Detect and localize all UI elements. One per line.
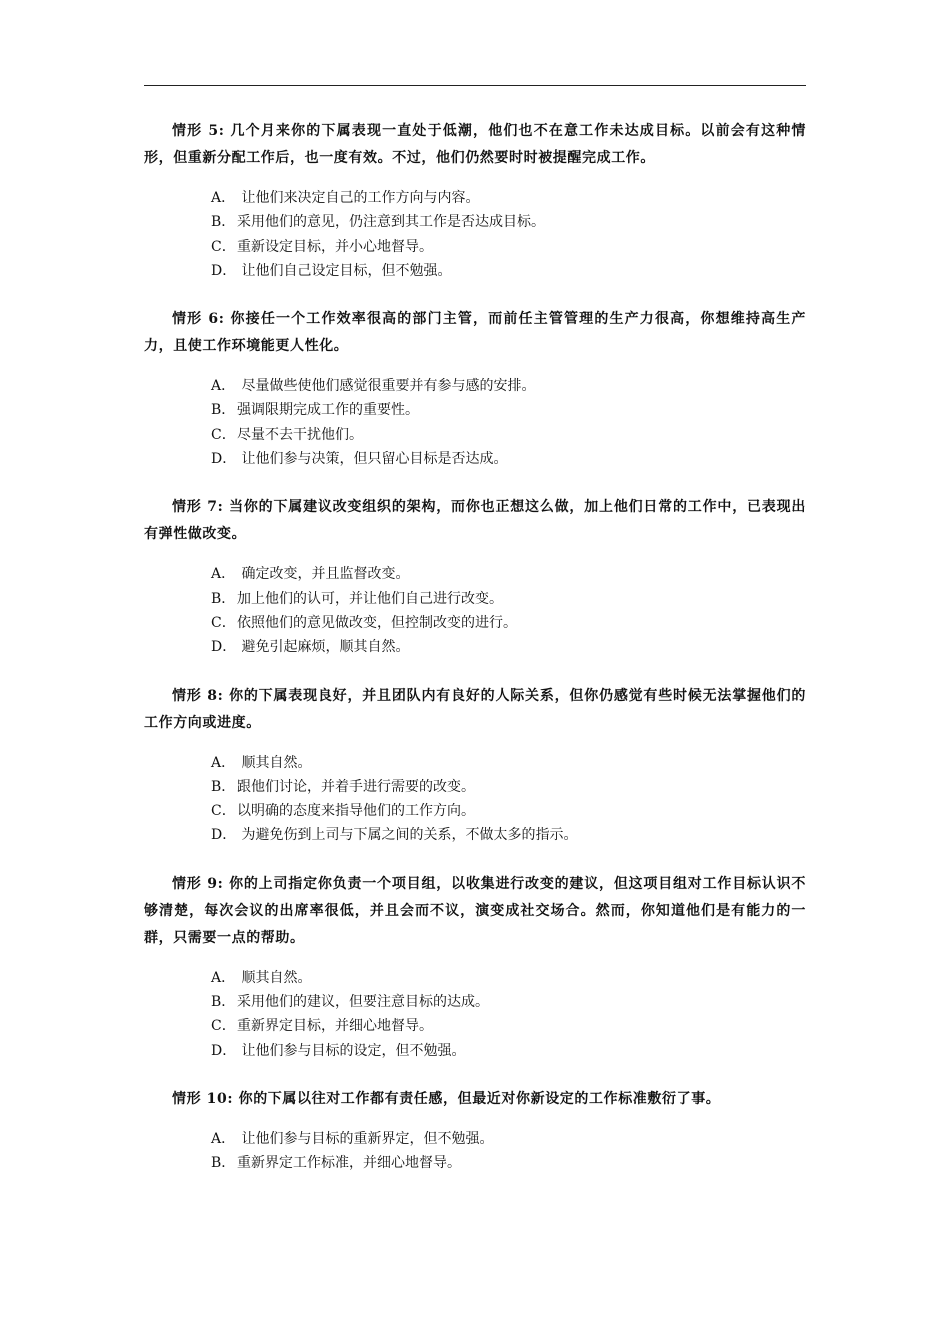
situation-title: 情形 5: — [172, 123, 225, 139]
option-b — [211, 775, 806, 799]
situation-question — [144, 118, 806, 172]
option-a — [211, 1127, 806, 1151]
option-d — [211, 259, 806, 283]
option-key: A． — [211, 566, 236, 583]
option-key: D． — [211, 1042, 237, 1059]
option-c — [211, 611, 806, 635]
option-a — [211, 751, 806, 775]
situation-7 — [144, 494, 806, 659]
situation-question — [144, 494, 806, 548]
option-key: A． — [211, 1130, 236, 1147]
option-text: 加上他们的认可，并让他们自己进行改变。 — [237, 590, 503, 607]
option-text: 顺其自然。 — [237, 754, 312, 771]
option-d — [211, 823, 806, 847]
document-body — [144, 118, 806, 1199]
option-text: 依照他们的意见做改变，但控制改变的进行。 — [237, 614, 517, 631]
option-text: 让他们参与目标的重新界定，但不勉强。 — [237, 1130, 494, 1147]
option-text: 确定改变，并且监督改变。 — [237, 566, 410, 583]
option-list — [144, 186, 806, 283]
option-text: 重新界定目标，并细心地督导。 — [237, 1018, 433, 1035]
situation-title: 情形 7: — [172, 499, 224, 516]
option-list — [144, 562, 806, 659]
option-key: C． — [211, 426, 236, 443]
option-d — [211, 447, 806, 471]
option-key: A． — [211, 969, 236, 986]
option-text: 采用他们的意见，仍注意到其工作是否达成目标。 — [237, 214, 545, 231]
option-c — [211, 1014, 806, 1038]
situation-question — [144, 683, 806, 737]
option-text: 尽量做些使他们感觉很重要并有参与感的安排。 — [237, 378, 536, 395]
situation-text: 你的下属表现良好，并且团队内有良好的人际关系，但你仍感觉有些时候无法掌握他们的工作方向或进度。 — [144, 687, 806, 731]
option-b — [211, 990, 806, 1014]
situation-5 — [144, 118, 806, 283]
option-a — [211, 562, 806, 586]
option-key: D． — [211, 827, 237, 844]
situation-text: 几个月来你的下属表现一直处于低潮，他们也不在意工作未达成目标。以前会有这种情形，但重新分配工作后，也一度有效。不过，他们仍然要时时被提醒完成工作。 — [144, 123, 806, 166]
option-key: B． — [211, 778, 236, 795]
option-text: 让他们参与目标的设定，但不勉强。 — [237, 1042, 466, 1059]
option-text: 强调限期完成工作的重要性。 — [237, 402, 419, 419]
option-key: B． — [211, 994, 236, 1011]
option-d — [211, 1039, 806, 1063]
situation-title: 情形 6: — [172, 311, 225, 328]
option-text: 让他们参与决策，但只留心目标是否达成。 — [237, 451, 508, 468]
option-list — [144, 751, 806, 848]
situation-title: 情形 9: — [172, 875, 224, 892]
option-text: 采用他们的建议，但要注意目标的达成。 — [237, 994, 489, 1011]
option-key: B． — [211, 402, 236, 419]
option-list — [144, 374, 806, 471]
situation-10 — [144, 1086, 806, 1176]
option-list — [144, 1127, 806, 1176]
option-key: D． — [211, 451, 237, 468]
situation-text: 你的上司指定你负责一个项目组，以收集进行改变的建议，但这项目组对工作目标认识不够清楚，每次会议的出席率很低，并且会而不议，演变成社交场合。然而，你知道他们是有能力的一群，只需要一点的帮助。 — [144, 875, 806, 946]
situation-question — [144, 871, 806, 952]
option-text: 以明确的态度来指导他们的工作方向。 — [237, 803, 475, 820]
option-text: 顺其自然。 — [237, 969, 312, 986]
situation-text: 你接任一个工作效率很高的部门主管，而前任主管管理的生产力很高，你想维持高生产力，且使工作环境能更人性化。 — [144, 311, 806, 355]
option-d — [211, 635, 806, 659]
option-b — [211, 398, 806, 422]
header-rule — [144, 85, 806, 86]
option-key: A． — [211, 754, 236, 771]
situation-question — [144, 306, 806, 360]
situation-text: 你的下属以往对工作都有责任感，但最近对你新设定的工作标准敷衍了事。 — [238, 1090, 721, 1107]
option-text: 为避免伤到上司与下属之间的关系，不做太多的指示。 — [237, 827, 578, 844]
situation-9 — [144, 871, 806, 1063]
option-list — [144, 966, 806, 1063]
option-c — [211, 235, 806, 259]
option-text: 重新设定目标，并小心地督导。 — [237, 238, 433, 255]
option-key: A． — [211, 378, 236, 395]
option-key: B． — [211, 214, 236, 231]
situation-8 — [144, 683, 806, 848]
option-c — [211, 423, 806, 447]
option-text: 尽量不去干扰他们。 — [237, 426, 363, 443]
option-key: C． — [211, 614, 236, 631]
option-text: 让他们来决定自己的工作方向与内容。 — [237, 190, 480, 206]
option-b — [211, 587, 806, 611]
option-key: C． — [211, 1018, 236, 1035]
option-a — [211, 374, 806, 398]
situation-title: 情形 8: — [172, 687, 224, 704]
option-a — [211, 966, 806, 990]
option-key: A． — [211, 190, 236, 206]
option-key: B． — [211, 1155, 236, 1172]
situation-6 — [144, 306, 806, 471]
option-b — [211, 1151, 806, 1175]
option-key: C． — [211, 803, 236, 820]
option-key: D． — [211, 262, 237, 279]
option-a — [211, 186, 806, 210]
option-b — [211, 210, 806, 234]
situation-question — [144, 1086, 806, 1113]
situation-text: 当你的下属建议改变组织的架构，而你也正想这么做，加上他们日常的工作中，已表现出有弹性做改变。 — [144, 499, 806, 543]
option-key: C． — [211, 238, 236, 255]
option-text: 让他们自己设定目标，但不勉强。 — [237, 262, 452, 279]
option-text: 跟他们讨论，并着手进行需要的改变。 — [237, 778, 475, 795]
option-key: B． — [211, 590, 236, 607]
option-c — [211, 799, 806, 823]
option-text: 重新界定工作标准，并细心地督导。 — [237, 1155, 461, 1172]
option-key: D． — [211, 639, 237, 656]
option-text: 避免引起麻烦，顺其自然。 — [237, 639, 410, 656]
situation-title: 情形 10: — [172, 1090, 234, 1107]
